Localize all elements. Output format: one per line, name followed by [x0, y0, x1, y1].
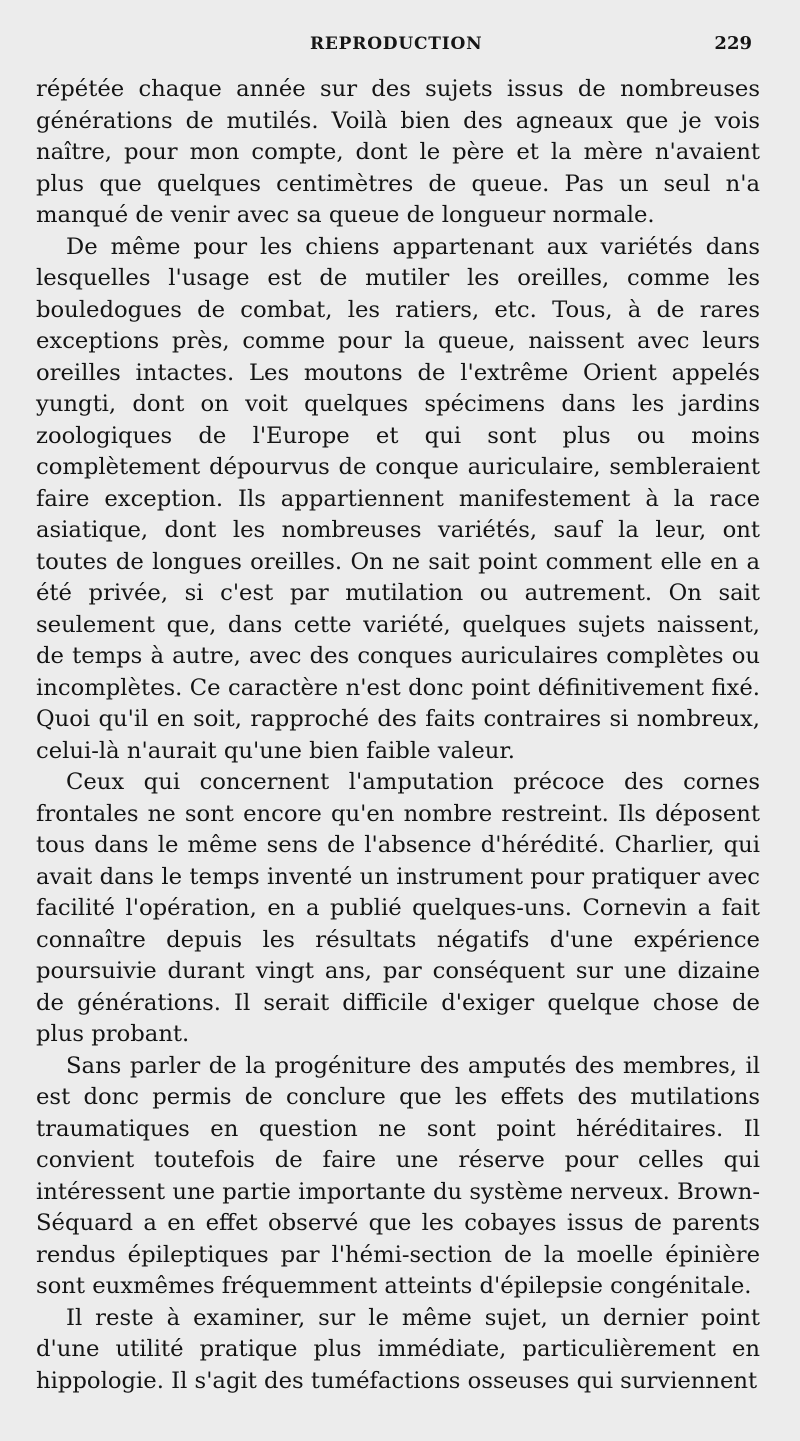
paragraph-continued: répétée chaque année sur des sujets issus de nombreuses générations de mutilés. Voilà bien des agneaux que je vois naître, pour mon compte, dont le père et la mère n'avaient plus que quelques centimètres de queue. Pas un seul n'a manqué de venir avec sa queue de longueur normale.: [36, 76, 760, 228]
paragraph-bone-swellings: Il reste à examiner, sur le même sujet, un dernier point d'une utilité pratique plus immédiate, particulièrement en hippologie. Il s'agit des tuméfactions osseuses qui surviennent: [36, 1304, 760, 1394]
paragraph-horns: Ceux qui concernent l'amputation précoce des cornes frontales ne sont encore qu'en nombre restreint. Ils déposent tous dans le même sens de l'absence d'hérédité. Charlier, qui avait dans le temps inventé un instrument pour pratiquer avec facilité l'opération, en a publié quelques-uns. Cornevin a fait connaître depuis les résultats négatifs d'une expérience poursuivie durant vingt ans, par conséquent sur une dizaine de générations. Il serait difficile d'exiger quelque chose de plus probant.: [36, 769, 760, 1047]
paragraph-dogs-ears: De même pour les chiens appartenant aux variétés dans lesquelles l'usage est de mutiler les oreilles, comme les bouledogues de combat, les ratiers, etc. Tous, à de rares exceptions près, comme pour la queue, naissent avec leurs oreilles intactes. Les moutons de l'extrême Orient appelés yungti, dont on voit quelques spécimens dans les jardins zoologiques de l'Europe et qui sont plus ou moins complètement dépourvus de conque auriculaire, sembleraient faire exception. Ils appartiennent manifestement à la race asiatique, dont les nombreuses variétés, sauf la leur, ont toutes de longues oreilles. On ne sait point comment elle en a été privée, si c'est par mutilation ou autrement. On sait seulement que, dans cette variété, quelques sujets naissent, de temps à autre, avec des conques auriculaires complètes ou incomplètes. Ce caractère n'est donc point définitivement fixé. Quoi qu'il en soit, rapproché des faits contraires si nombreux, celui-là n'aurait qu'une bien faible valeur.: [36, 233, 760, 764]
running-title: REPRODUCTION: [310, 34, 483, 54]
paragraph-conclusion: Sans parler de la progéniture des amputés des membres, il est donc permis de conclure que les effets des mutilations traumatiques en question ne sont point héréditaires. Il convient toutefois de faire une réserve pour celles qui intéressent une partie importante du système nerveux. Brown-Séquard a en effet observé que les cobayes issus de parents rendus épileptiques par l'hémi-section de la moelle épinière sont euxmêmes fréquemment atteints d'épilepsie congénitale.: [36, 1052, 760, 1299]
page-number: 229: [714, 33, 752, 54]
running-header: [0, 30, 800, 60]
body-text: [36, 74, 760, 1397]
